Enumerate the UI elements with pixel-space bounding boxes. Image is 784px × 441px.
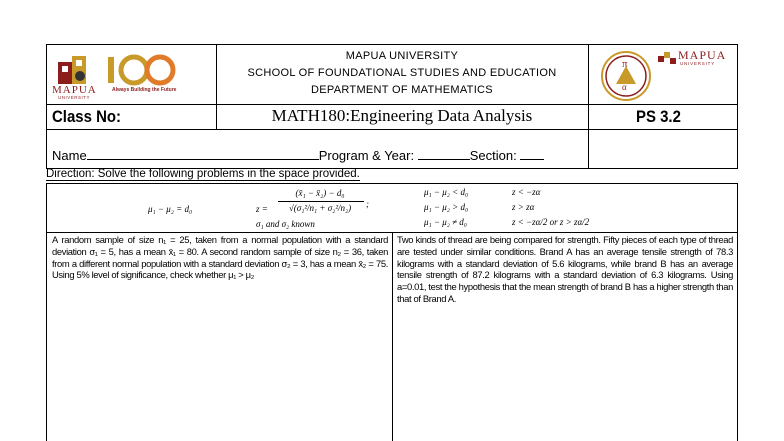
header-top-border [46,44,738,45]
mapua-centennial-logo [52,48,210,102]
formula-top-border [46,183,738,184]
right-logo-pi: π [622,58,628,70]
left-logo-sub: UNIVERSITY [58,95,91,100]
problem-left: A random sample of size n₁ = 25, taken from a normal population with a standard deviation σ₁ = 5, has a mean x̄₁ = 80. A second random sample of size n₂ = 36, taken from a different normal population with a standard deviation σ₂ = 3, has a mean x̄₂ = 75. Using 5% level of significance, check whether μ₁ > μ₂ [52,234,388,281]
program-input-line[interactable] [418,147,470,160]
section-input-line[interactable] [520,147,544,160]
header-bottom-border [46,129,738,130]
header-right-border [737,44,738,168]
formula-crit-twotail: z < −zα/2 or z > zα/2 [512,217,590,227]
right-logo-sub: UNIVERSITY [680,61,716,66]
ps-code: PS 3.2 [636,107,681,126]
formula-known: σ₁ and σ₂ known [256,219,315,229]
header-divider-2 [588,44,589,168]
formula-denominator: √(σ₁²/n₁ + σ₂²/n₂) [288,203,352,213]
section-label: Section: [469,148,517,163]
right-logo-brand: MAPUA [678,48,727,62]
program-label: Program & Year: [318,148,415,163]
formula-fraction-bar [278,201,364,202]
formula-alt-less: μ₁ − μ₂ < d₀ [424,187,469,197]
direction-text: Direction: Solve the following problems in the space provided. [46,168,360,180]
left-logo-centennial [132,48,134,49]
university-name: MAPUA UNIVERSITY [345,50,459,62]
formula-crit-less: z < −zα [512,187,541,197]
content-left-border [46,183,47,441]
formula-null-hypothesis: μ₁ − μ₂ = d₀ [148,204,193,214]
formula-alt-greater: μ₁ − μ₂ > d₀ [424,202,469,212]
formula-semicolon: ; [366,199,369,209]
content-right-border [737,183,738,441]
course-title: MATH180:Engineering Data Analysis [271,106,533,125]
right-logo-alpha: α [622,82,627,92]
left-logo-brand: MAPUA [52,84,97,96]
name-input-line[interactable] [87,147,319,160]
left-logo-tagline: Always Building the Future [112,87,177,93]
student-fields [52,147,544,163]
class-no-label: Class No: [52,107,122,126]
formula-z-lhs: z = [256,204,268,214]
header-left-border [46,44,47,168]
school-name: SCHOOL OF FOUNDATIONAL STUDIES AND EDUCATION [247,67,557,79]
formula-numerator: (x̄₁ − x̄₂) − d₀ [295,188,345,198]
department-name: DEPARTMENT OF MATHEMATICS [311,84,493,96]
mapua-math-logo [594,48,734,102]
problems-divider [392,232,393,441]
name-label: Name [52,148,87,163]
problem-right: Two kinds of thread are being compared for strength. Fifty pieces of each type of thread are tested under similar conditions. Brand A has an average tensile strength of 78.3 kilograms with a standard deviation of 5.6 kilograms, while brand B has an average tensile strength of 87.2 kilograms with a standard deviation of 6.3 kilograms. Using a=0.01, test the hypothesis that the mean strength of brand B has a higher strength than that of Brand A. [397,234,733,304]
formula-alt-notequal: μ₁ − μ₂ ≠ d₀ [424,217,467,227]
formula-crit-greater: z > zα [512,202,535,212]
header-mid-border [46,104,738,105]
